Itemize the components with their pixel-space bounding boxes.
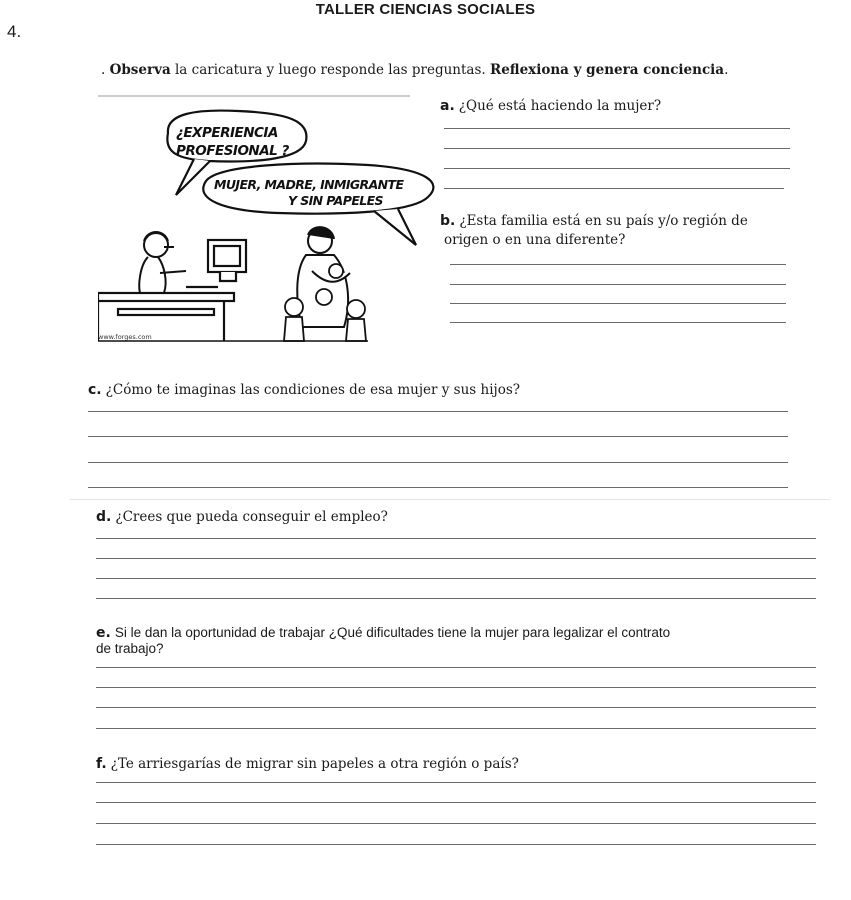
mother-figure: [297, 227, 350, 327]
question-a: [440, 98, 661, 114]
answer-line-c4[interactable]: [88, 487, 788, 488]
answer-line-b4[interactable]: [450, 322, 786, 323]
answer-line-f1[interactable]: [96, 782, 816, 783]
question-e-line2: de trabajo?: [96, 641, 164, 656]
answer-line-b1[interactable]: [450, 264, 786, 265]
answer-line-a3[interactable]: [444, 168, 790, 169]
instructions-bold-observa: Observa: [109, 62, 171, 78]
cartoon-credit: www.forges.com: [98, 333, 152, 341]
instructions: [101, 62, 728, 78]
question-d-letter: d.: [96, 509, 112, 525]
answer-line-e2[interactable]: [96, 687, 816, 688]
question-e: [96, 625, 670, 641]
bubble-top-line2: PROFESIONAL ?: [176, 143, 289, 159]
answer-line-c3[interactable]: [88, 462, 788, 463]
question-c-text: ¿Cómo te imaginas las condiciones de esa mujer y sus hijos?: [105, 382, 521, 398]
answer-line-b2[interactable]: [450, 284, 786, 285]
worksheet-title: TALLER CIENCIAS SOCIALES: [315, 1, 536, 18]
question-d: [96, 509, 388, 525]
answer-line-f3[interactable]: [96, 823, 816, 824]
answer-line-c1[interactable]: [88, 411, 788, 412]
answer-line-a2[interactable]: [444, 148, 790, 149]
answer-line-b3[interactable]: [450, 303, 786, 304]
bubble-bottom-line2: Y SIN PAPELES: [288, 193, 383, 208]
answer-line-f4[interactable]: [96, 844, 816, 845]
question-f-letter: f.: [96, 756, 107, 772]
cartoon-image: [98, 95, 438, 345]
question-b-line1: ¿Esta familia está en su país y/o región de: [459, 213, 748, 229]
question-f: [96, 756, 519, 772]
answer-line-d1[interactable]: [96, 538, 816, 539]
exercise-number: 4.: [7, 22, 22, 41]
instructions-bullet: .: [101, 62, 106, 78]
question-a-text: ¿Qué está haciendo la mujer?: [458, 98, 662, 114]
question-b-letter: b.: [440, 213, 456, 229]
question-e-letter: e.: [96, 625, 111, 641]
question-c: [88, 382, 520, 398]
question-f-text: ¿Te arriesgarías de migrar sin papeles a otra región o país?: [110, 756, 519, 772]
question-b: [440, 213, 748, 229]
page-divider: [70, 499, 830, 500]
instructions-bold-reflexiona: Reflexiona y genera conciencia: [489, 62, 725, 78]
question-b-line2: origen o en una diferente?: [444, 232, 626, 248]
answer-line-a4[interactable]: [444, 188, 784, 189]
answer-line-d2[interactable]: [96, 558, 816, 559]
question-a-letter: a.: [440, 98, 455, 114]
instructions-text: la caricatura y luego responde las preguntas.: [170, 62, 490, 78]
question-d-text: ¿Crees que pueda conseguir el empleo?: [115, 509, 388, 525]
bubble-top-line1: ¿EXPERIENCIA: [176, 125, 278, 141]
answer-line-d4[interactable]: [96, 598, 816, 599]
answer-line-d3[interactable]: [96, 578, 816, 579]
computer-monitor: [208, 240, 246, 281]
answer-line-c2[interactable]: [88, 436, 788, 437]
interviewer-figure: [139, 232, 186, 293]
answer-line-e1[interactable]: [96, 667, 816, 668]
bubble-bottom-line1: MUJER, MADRE, INMIGRANTE: [214, 177, 404, 192]
answer-line-e4[interactable]: [96, 728, 816, 729]
answer-line-a1[interactable]: [444, 128, 790, 129]
answer-line-f2[interactable]: [96, 802, 816, 803]
instructions-end: .: [724, 62, 729, 78]
question-e-line1: Si le dan la oportunidad de trabajar ¿Qué dificultades tiene la mujer para legalizar el contrato: [114, 625, 671, 640]
answer-line-e3[interactable]: [96, 707, 816, 708]
question-c-letter: c.: [88, 382, 102, 398]
